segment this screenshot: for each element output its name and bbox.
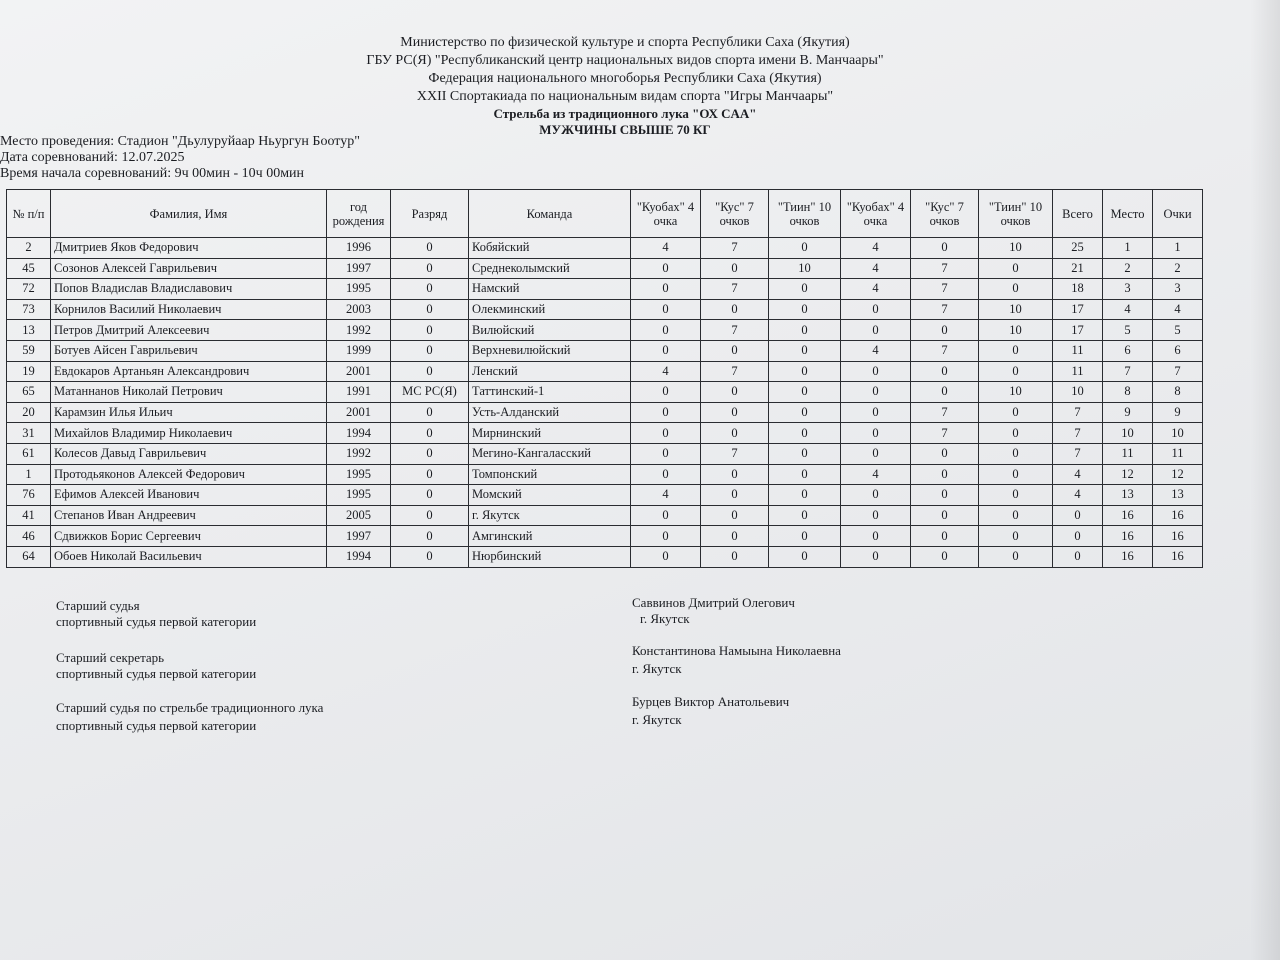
- table-row: [7, 423, 1203, 444]
- cell-kuobakh-2: 0: [841, 526, 911, 547]
- cell-number: 1: [7, 464, 51, 485]
- cell-kus-2: 7: [911, 279, 979, 300]
- cell-name: Петров Дмитрий Алексеевич: [51, 320, 327, 341]
- table-row: [7, 279, 1203, 300]
- cell-birth-year: 1999: [327, 340, 391, 361]
- cell-birth-year: 1995: [327, 279, 391, 300]
- cell-total: 10: [1053, 382, 1103, 403]
- cell-birth-year: 1992: [327, 443, 391, 464]
- cell-kuobakh-1: 4: [631, 238, 701, 259]
- cell-name: Матаннанов Николай Петрович: [51, 382, 327, 403]
- cell-name: Обоев Николай Васильевич: [51, 546, 327, 567]
- cell-team: Ленский: [469, 361, 631, 382]
- cell-tiin-2: 0: [979, 279, 1053, 300]
- cell-number: 73: [7, 299, 51, 320]
- cell-kus-1: 0: [701, 258, 769, 279]
- cell-place: 9: [1103, 402, 1153, 423]
- table-row: [7, 526, 1203, 547]
- table-row: [7, 382, 1203, 403]
- cell-place: 13: [1103, 485, 1153, 506]
- cell-tiin-2: 0: [979, 485, 1053, 506]
- cell-number: 61: [7, 443, 51, 464]
- cell-tiin-1: 0: [769, 382, 841, 403]
- cell-birth-year: 1997: [327, 526, 391, 547]
- cell-place: 3: [1103, 279, 1153, 300]
- cell-rank: 0: [391, 526, 469, 547]
- cell-number: 59: [7, 340, 51, 361]
- cell-tiin-2: 0: [979, 464, 1053, 485]
- cell-kuobakh-1: 0: [631, 340, 701, 361]
- cell-number: 2: [7, 238, 51, 259]
- cell-kuobakh-1: 0: [631, 320, 701, 341]
- cell-kus-1: 0: [701, 526, 769, 547]
- cell-team: Момский: [469, 485, 631, 506]
- table-row: [7, 402, 1203, 423]
- cell-number: 31: [7, 423, 51, 444]
- cell-number: 41: [7, 505, 51, 526]
- cell-tiin-2: 0: [979, 505, 1053, 526]
- cell-name: Евдокаров Артаньян Александрович: [51, 361, 327, 382]
- cell-kuobakh-2: 0: [841, 299, 911, 320]
- cell-birth-year: 1996: [327, 238, 391, 259]
- cell-kus-2: 7: [911, 299, 979, 320]
- table-row: [7, 238, 1203, 259]
- col-name-header: Фамилия, Имя: [51, 190, 327, 238]
- cell-kus-2: 0: [911, 505, 979, 526]
- cell-place: 6: [1103, 340, 1153, 361]
- cell-tiin-2: 0: [979, 258, 1053, 279]
- cell-kuobakh-1: 4: [631, 361, 701, 382]
- cell-kus-2: 7: [911, 402, 979, 423]
- cell-birth-year: 1994: [327, 546, 391, 567]
- cell-name: Протодьяконов Алексей Федорович: [51, 464, 327, 485]
- cell-kuobakh-1: 0: [631, 299, 701, 320]
- cell-tiin-2: 10: [979, 299, 1053, 320]
- header-organization: ГБУ РС(Я) "Республиканский центр национальных видов спорта имени В. Манчаары": [366, 53, 884, 68]
- cell-kus-1: 0: [701, 505, 769, 526]
- archery-judge-title: Старший судья по стрельбе традиционного лука: [56, 700, 324, 715]
- cell-team: Среднеколымский: [469, 258, 631, 279]
- cell-total: 18: [1053, 279, 1103, 300]
- cell-kus-1: 7: [701, 238, 769, 259]
- venue-text: Место проведения: Стадион "Дьулуруйаар Ньургун Боотур": [0, 134, 360, 149]
- cell-kus-2: 0: [911, 443, 979, 464]
- cell-total: 4: [1053, 464, 1103, 485]
- cell-kus-1: 0: [701, 340, 769, 361]
- cell-number: 13: [7, 320, 51, 341]
- cell-kuobakh-2: 4: [841, 238, 911, 259]
- cell-tiin-2: 0: [979, 526, 1053, 547]
- paper-fold-shadow: [1250, 0, 1280, 960]
- col-kuobakh-1-header: "Куобах" 4 очка: [631, 190, 701, 238]
- cell-place: 1: [1103, 238, 1153, 259]
- cell-total: 4: [1053, 485, 1103, 506]
- cell-number: 72: [7, 279, 51, 300]
- cell-kus-2: 0: [911, 382, 979, 403]
- cell-kuobakh-2: 4: [841, 258, 911, 279]
- cell-birth-year: 2001: [327, 402, 391, 423]
- cell-tiin-2: 0: [979, 402, 1053, 423]
- cell-place: 10: [1103, 423, 1153, 444]
- col-points-header: Очки: [1153, 190, 1203, 238]
- cell-tiin-1: 0: [769, 546, 841, 567]
- table-row: [7, 464, 1203, 485]
- cell-tiin-1: 0: [769, 443, 841, 464]
- col-kus-1-header: "Кус" 7 очков: [701, 190, 769, 238]
- cell-team: Намский: [469, 279, 631, 300]
- cell-name: Сдвижков Борис Сергеевич: [51, 526, 327, 547]
- cell-kuobakh-2: 0: [841, 546, 911, 567]
- cell-number: 20: [7, 402, 51, 423]
- cell-team: Олекминский: [469, 299, 631, 320]
- cell-team: Вилюйский: [469, 320, 631, 341]
- cell-birth-year: 1997: [327, 258, 391, 279]
- cell-points: 6: [1153, 340, 1203, 361]
- header-ministry: Министерство по физической культуре и спорта Республики Саха (Якутия): [400, 35, 850, 50]
- cell-place: 16: [1103, 546, 1153, 567]
- table-row: [7, 546, 1203, 567]
- table-header-row: [7, 190, 1203, 238]
- cell-kus-1: 0: [701, 299, 769, 320]
- cell-total: 17: [1053, 299, 1103, 320]
- cell-kus-2: 0: [911, 361, 979, 382]
- cell-team: Кобяйский: [469, 238, 631, 259]
- secretary-name: Константинова Намыына Николаевна: [632, 643, 841, 658]
- cell-kuobakh-2: 0: [841, 402, 911, 423]
- cell-rank: 0: [391, 485, 469, 506]
- cell-points: 5: [1153, 320, 1203, 341]
- cell-birth-year: 1992: [327, 320, 391, 341]
- cell-points: 4: [1153, 299, 1203, 320]
- cell-name: Карамзин Илья Ильич: [51, 402, 327, 423]
- time-text: Время начала соревнований: 9ч 00мин - 10ч 00мин: [0, 166, 305, 181]
- cell-number: 65: [7, 382, 51, 403]
- cell-team: Верхневилюйский: [469, 340, 631, 361]
- secretary-city: г. Якутск: [632, 661, 682, 676]
- cell-tiin-1: 0: [769, 505, 841, 526]
- table-row: [7, 505, 1203, 526]
- cell-number: 19: [7, 361, 51, 382]
- cell-kus-2: 7: [911, 258, 979, 279]
- cell-place: 5: [1103, 320, 1153, 341]
- cell-number: 46: [7, 526, 51, 547]
- results-table: [6, 189, 1203, 568]
- cell-name: Попов Владислав Владиславович: [51, 279, 327, 300]
- cell-team: Амгинский: [469, 526, 631, 547]
- cell-kuobakh-1: 4: [631, 485, 701, 506]
- cell-rank: 0: [391, 464, 469, 485]
- cell-total: 7: [1053, 423, 1103, 444]
- cell-tiin-1: 0: [769, 238, 841, 259]
- table-body: [7, 238, 1203, 568]
- cell-tiin-1: 0: [769, 423, 841, 444]
- col-tiin-1-header: "Тиин" 10 очков: [769, 190, 841, 238]
- cell-kus-1: 7: [701, 361, 769, 382]
- cell-place: 11: [1103, 443, 1153, 464]
- cell-points: 1: [1153, 238, 1203, 259]
- cell-kuobakh-1: 0: [631, 546, 701, 567]
- cell-total: 0: [1053, 526, 1103, 547]
- col-rank-header: Разряд: [391, 190, 469, 238]
- cell-kuobakh-2: 0: [841, 423, 911, 444]
- cell-place: 12: [1103, 464, 1153, 485]
- secretary-title: Старший секретарь: [56, 650, 165, 665]
- cell-place: 16: [1103, 505, 1153, 526]
- cell-rank: МС РС(Я): [391, 382, 469, 403]
- cell-points: 16: [1153, 505, 1203, 526]
- cell-rank: 0: [391, 361, 469, 382]
- cell-tiin-1: 10: [769, 258, 841, 279]
- cell-place: 4: [1103, 299, 1153, 320]
- cell-points: 16: [1153, 546, 1203, 567]
- table-row: [7, 340, 1203, 361]
- cell-points: 8: [1153, 382, 1203, 403]
- cell-team: Таттинский-1: [469, 382, 631, 403]
- judge-category: спортивный судья первой категории: [56, 614, 257, 629]
- cell-tiin-2: 0: [979, 340, 1053, 361]
- cell-place: 2: [1103, 258, 1153, 279]
- cell-rank: 0: [391, 402, 469, 423]
- archery-judge-city: г. Якутск: [632, 712, 682, 727]
- judge-name: Саввинов Дмитрий Олегович: [632, 595, 795, 610]
- cell-team: Нюрбинский: [469, 546, 631, 567]
- cell-rank: 0: [391, 279, 469, 300]
- archery-judge-category: спортивный судья первой категории: [56, 718, 257, 733]
- cell-rank: 0: [391, 423, 469, 444]
- cell-name: Ефимов Алексей Иванович: [51, 485, 327, 506]
- table-row: [7, 258, 1203, 279]
- cell-kus-2: 0: [911, 464, 979, 485]
- cell-number: 45: [7, 258, 51, 279]
- cell-birth-year: 1995: [327, 464, 391, 485]
- cell-kuobakh-1: 0: [631, 464, 701, 485]
- cell-name: Созонов Алексей Гаврильевич: [51, 258, 327, 279]
- cell-total: 0: [1053, 505, 1103, 526]
- cell-rank: 0: [391, 546, 469, 567]
- cell-kuobakh-1: 0: [631, 402, 701, 423]
- cell-kus-2: 7: [911, 340, 979, 361]
- cell-kuobakh-1: 0: [631, 258, 701, 279]
- cell-tiin-1: 0: [769, 361, 841, 382]
- cell-tiin-1: 0: [769, 299, 841, 320]
- cell-kus-1: 0: [701, 402, 769, 423]
- cell-kus-2: 0: [911, 526, 979, 547]
- cell-tiin-2: 0: [979, 361, 1053, 382]
- secretary-category: спортивный судья первой категории: [56, 666, 257, 681]
- cell-place: 8: [1103, 382, 1153, 403]
- cell-total: 17: [1053, 320, 1103, 341]
- cell-points: 10: [1153, 423, 1203, 444]
- cell-tiin-1: 0: [769, 340, 841, 361]
- cell-total: 11: [1053, 340, 1103, 361]
- cell-place: 16: [1103, 526, 1153, 547]
- col-tiin-2-header: "Тиин" 10 очков: [979, 190, 1053, 238]
- cell-rank: 0: [391, 443, 469, 464]
- cell-tiin-1: 0: [769, 320, 841, 341]
- competition-meta: [0, 134, 360, 182]
- cell-kuobakh-2: 0: [841, 320, 911, 341]
- cell-kus-1: 0: [701, 423, 769, 444]
- cell-tiin-2: 0: [979, 443, 1053, 464]
- cell-number: 64: [7, 546, 51, 567]
- cell-name: Степанов Иван Андреевич: [51, 505, 327, 526]
- table-row: [7, 320, 1203, 341]
- col-total-header: Всего: [1053, 190, 1103, 238]
- cell-number: 76: [7, 485, 51, 506]
- table-row: [7, 361, 1203, 382]
- cell-team: Усть-Алданский: [469, 402, 631, 423]
- cell-team: Томпонский: [469, 464, 631, 485]
- cell-kuobakh-1: 0: [631, 423, 701, 444]
- cell-total: 7: [1053, 443, 1103, 464]
- cell-total: 0: [1053, 546, 1103, 567]
- cell-kuobakh-2: 4: [841, 279, 911, 300]
- cell-birth-year: 2003: [327, 299, 391, 320]
- cell-tiin-1: 0: [769, 279, 841, 300]
- cell-name: Колесов Давыд Гаврильевич: [51, 443, 327, 464]
- cell-kus-1: 0: [701, 382, 769, 403]
- cell-kuobakh-1: 0: [631, 526, 701, 547]
- cell-tiin-2: 0: [979, 423, 1053, 444]
- archery-judge-name: Бурцев Виктор Анатольевич: [632, 694, 790, 709]
- cell-kuobakh-2: 0: [841, 485, 911, 506]
- header-federation: Федерация национального многоборья Республики Саха (Якутия): [428, 71, 822, 86]
- cell-points: 9: [1153, 402, 1203, 423]
- cell-total: 11: [1053, 361, 1103, 382]
- cell-team: Мегино-Кангаласский: [469, 443, 631, 464]
- cell-kus-1: 0: [701, 464, 769, 485]
- cell-rank: 0: [391, 505, 469, 526]
- cell-tiin-1: 0: [769, 526, 841, 547]
- cell-birth-year: 1994: [327, 423, 391, 444]
- col-team-header: Команда: [469, 190, 631, 238]
- cell-points: 16: [1153, 526, 1203, 547]
- cell-points: 2: [1153, 258, 1203, 279]
- cell-place: 7: [1103, 361, 1153, 382]
- col-place-header: Место: [1103, 190, 1153, 238]
- cell-kus-2: 7: [911, 423, 979, 444]
- cell-name: Михайлов Владимир Николаевич: [51, 423, 327, 444]
- cell-kuobakh-2: 0: [841, 382, 911, 403]
- document-header: [300, 34, 950, 138]
- header-event: XXII Спортакиада по национальным видам спорта "Игры Манчаары": [416, 89, 834, 104]
- cell-team: г. Якутск: [469, 505, 631, 526]
- cell-rank: 0: [391, 340, 469, 361]
- cell-team: Мирнинский: [469, 423, 631, 444]
- cell-name: Дмитриев Яков Федорович: [51, 238, 327, 259]
- col-kuobakh-2-header: "Куобах" 4 очка: [841, 190, 911, 238]
- cell-tiin-2: 10: [979, 238, 1053, 259]
- cell-tiin-1: 0: [769, 464, 841, 485]
- table-row: [7, 443, 1203, 464]
- cell-birth-year: 1991: [327, 382, 391, 403]
- cell-points: 13: [1153, 485, 1203, 506]
- cell-rank: 0: [391, 320, 469, 341]
- cell-kus-1: 7: [701, 320, 769, 341]
- cell-tiin-2: 0: [979, 546, 1053, 567]
- cell-name: Ботуев Айсен Гаврильевич: [51, 340, 327, 361]
- cell-tiin-1: 0: [769, 402, 841, 423]
- cell-kuobakh-1: 0: [631, 279, 701, 300]
- cell-kuobakh-1: 0: [631, 505, 701, 526]
- cell-kuobakh-1: 0: [631, 443, 701, 464]
- cell-kus-1: 7: [701, 279, 769, 300]
- cell-points: 3: [1153, 279, 1203, 300]
- cell-rank: 0: [391, 299, 469, 320]
- header-discipline: Стрельба из традиционного лука "ОХ СAA": [493, 106, 757, 121]
- cell-rank: 0: [391, 258, 469, 279]
- cell-kus-1: 0: [701, 546, 769, 567]
- header-category: МУЖЧИНЫ СВЫШЕ 70 КГ: [539, 122, 711, 137]
- cell-points: 11: [1153, 443, 1203, 464]
- date-text: Дата соревнований: 12.07.2025: [0, 150, 185, 165]
- judge-title: Старший судья: [56, 598, 140, 613]
- cell-kus-2: 0: [911, 238, 979, 259]
- cell-birth-year: 2001: [327, 361, 391, 382]
- cell-kus-1: 0: [701, 485, 769, 506]
- cell-kuobakh-2: 0: [841, 505, 911, 526]
- cell-points: 12: [1153, 464, 1203, 485]
- cell-tiin-1: 0: [769, 485, 841, 506]
- judge-city: г. Якутск: [640, 611, 690, 626]
- cell-kus-2: 0: [911, 320, 979, 341]
- table-row: [7, 299, 1203, 320]
- cell-kuobakh-1: 0: [631, 382, 701, 403]
- cell-tiin-2: 10: [979, 382, 1053, 403]
- cell-kus-2: 0: [911, 485, 979, 506]
- cell-kuobakh-2: 0: [841, 361, 911, 382]
- table-row: [7, 485, 1203, 506]
- cell-kuobakh-2: 4: [841, 464, 911, 485]
- cell-kus-1: 7: [701, 443, 769, 464]
- cell-kuobakh-2: 4: [841, 340, 911, 361]
- col-birth-year-header: год рождения: [327, 190, 391, 238]
- cell-points: 7: [1153, 361, 1203, 382]
- cell-kus-2: 0: [911, 546, 979, 567]
- cell-birth-year: 1995: [327, 485, 391, 506]
- col-kus-2-header: "Кус" 7 очков: [911, 190, 979, 238]
- cell-tiin-2: 10: [979, 320, 1053, 341]
- cell-rank: 0: [391, 238, 469, 259]
- cell-kuobakh-2: 0: [841, 443, 911, 464]
- col-number-header: № п/п: [7, 190, 51, 238]
- cell-total: 25: [1053, 238, 1103, 259]
- cell-name: Корнилов Василий Николаевич: [51, 299, 327, 320]
- cell-total: 7: [1053, 402, 1103, 423]
- cell-birth-year: 2005: [327, 505, 391, 526]
- cell-total: 21: [1053, 258, 1103, 279]
